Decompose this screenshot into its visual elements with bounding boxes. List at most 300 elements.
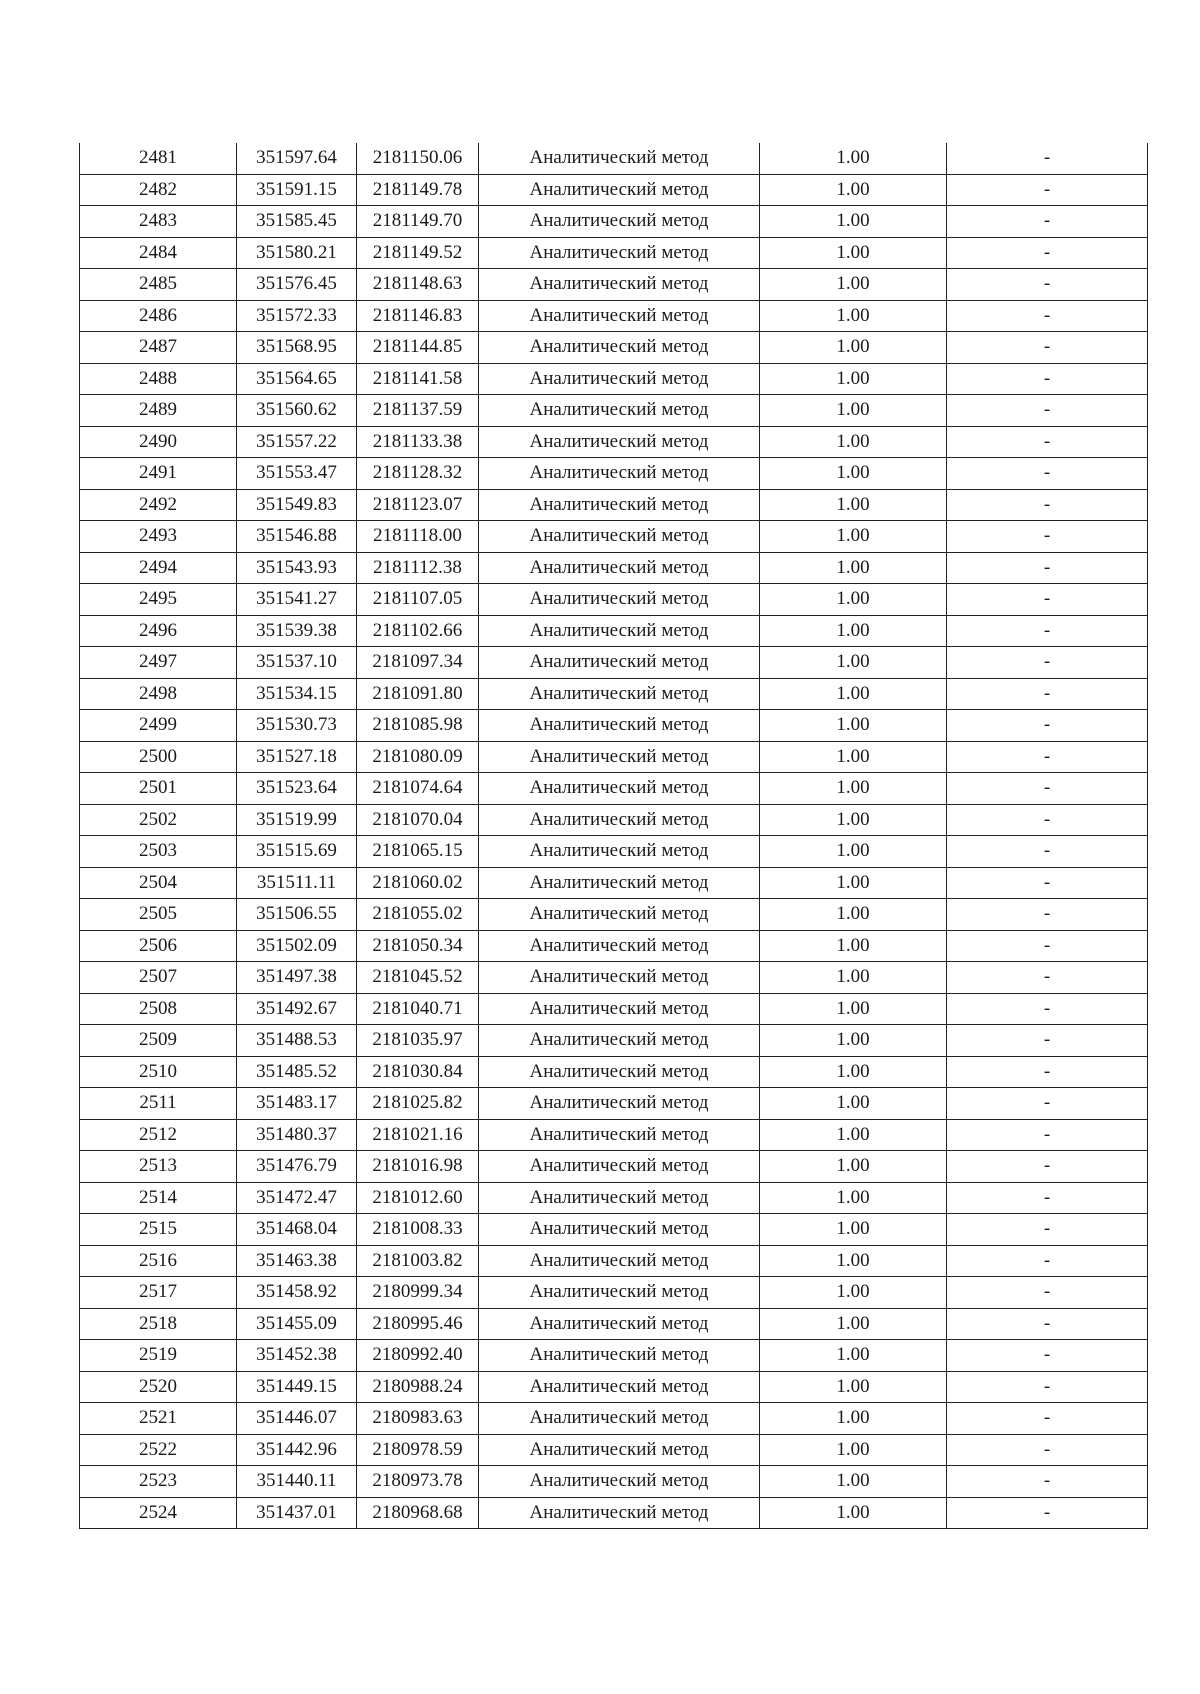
method-cell: Аналитический метод [479,1371,760,1403]
point-number-cell: 2503 [80,836,237,868]
description-cell: - [947,1088,1148,1120]
precision-cell: 1.00 [760,489,947,521]
description-cell: - [947,1403,1148,1435]
description-cell: - [947,710,1148,742]
table-row [80,1277,1148,1309]
precision-cell: 1.00 [760,1245,947,1277]
table-row [80,1497,1148,1529]
x-coordinate-cell: 351449.15 [237,1371,357,1403]
table-row [80,678,1148,710]
table-row [80,962,1148,994]
table-row [80,1056,1148,1088]
method-cell: Аналитический метод [479,1151,760,1183]
method-cell: Аналитический метод [479,300,760,332]
precision-cell: 1.00 [760,867,947,899]
x-coordinate-cell: 351534.15 [237,678,357,710]
point-number-cell: 2489 [80,395,237,427]
method-cell: Аналитический метод [479,521,760,553]
y-coordinate-cell: 2181074.64 [357,773,479,805]
precision-cell: 1.00 [760,332,947,364]
point-number-cell: 2482 [80,174,237,206]
point-number-cell: 2483 [80,206,237,238]
description-cell: - [947,363,1148,395]
y-coordinate-cell: 2181102.66 [357,615,479,647]
x-coordinate-cell: 351541.27 [237,584,357,616]
table-row [80,836,1148,868]
method-cell: Аналитический метод [479,552,760,584]
table-row [80,1308,1148,1340]
point-number-cell: 2523 [80,1466,237,1498]
method-cell: Аналитический метод [479,206,760,238]
table-row [80,332,1148,364]
precision-cell: 1.00 [760,1182,947,1214]
description-cell: - [947,458,1148,490]
precision-cell: 1.00 [760,1434,947,1466]
table-row [80,741,1148,773]
precision-cell: 1.00 [760,1056,947,1088]
method-cell: Аналитический метод [479,1245,760,1277]
point-number-cell: 2513 [80,1151,237,1183]
point-number-cell: 2522 [80,1434,237,1466]
point-number-cell: 2488 [80,363,237,395]
point-number-cell: 2508 [80,993,237,1025]
x-coordinate-cell: 351527.18 [237,741,357,773]
method-cell: Аналитический метод [479,647,760,679]
method-cell: Аналитический метод [479,458,760,490]
y-coordinate-cell: 2181085.98 [357,710,479,742]
method-cell: Аналитический метод [479,836,760,868]
point-number-cell: 2509 [80,1025,237,1057]
y-coordinate-cell: 2181149.70 [357,206,479,238]
coordinates-table [79,143,1148,1529]
description-cell: - [947,269,1148,301]
description-cell: - [947,741,1148,773]
y-coordinate-cell: 2180988.24 [357,1371,479,1403]
point-number-cell: 2505 [80,899,237,931]
x-coordinate-cell: 351440.11 [237,1466,357,1498]
table-row [80,395,1148,427]
method-cell: Аналитический метод [479,1277,760,1309]
method-cell: Аналитический метод [479,1403,760,1435]
y-coordinate-cell: 2181149.52 [357,237,479,269]
x-coordinate-cell: 351539.38 [237,615,357,647]
x-coordinate-cell: 351488.53 [237,1025,357,1057]
y-coordinate-cell: 2181137.59 [357,395,479,427]
y-coordinate-cell: 2181012.60 [357,1182,479,1214]
description-cell: - [947,1371,1148,1403]
description-cell: - [947,552,1148,584]
y-coordinate-cell: 2181035.97 [357,1025,479,1057]
precision-cell: 1.00 [760,1025,947,1057]
table-row [80,1151,1148,1183]
method-cell: Аналитический метод [479,710,760,742]
x-coordinate-cell: 351572.33 [237,300,357,332]
x-coordinate-cell: 351537.10 [237,647,357,679]
precision-cell: 1.00 [760,1371,947,1403]
x-coordinate-cell: 351568.95 [237,332,357,364]
precision-cell: 1.00 [760,300,947,332]
precision-cell: 1.00 [760,363,947,395]
description-cell: - [947,143,1148,174]
precision-cell: 1.00 [760,1088,947,1120]
precision-cell: 1.00 [760,962,947,994]
x-coordinate-cell: 351511.11 [237,867,357,899]
table-row [80,363,1148,395]
precision-cell: 1.00 [760,206,947,238]
point-number-cell: 2497 [80,647,237,679]
table-row [80,647,1148,679]
point-number-cell: 2504 [80,867,237,899]
y-coordinate-cell: 2181016.98 [357,1151,479,1183]
method-cell: Аналитический метод [479,1182,760,1214]
description-cell: - [947,647,1148,679]
point-number-cell: 2484 [80,237,237,269]
precision-cell: 1.00 [760,1308,947,1340]
point-number-cell: 2515 [80,1214,237,1246]
method-cell: Аналитический метод [479,1497,760,1529]
table-row [80,584,1148,616]
description-cell: - [947,1182,1148,1214]
precision-cell: 1.00 [760,930,947,962]
precision-cell: 1.00 [760,521,947,553]
point-number-cell: 2490 [80,426,237,458]
method-cell: Аналитический метод [479,1340,760,1372]
description-cell: - [947,930,1148,962]
y-coordinate-cell: 2181112.38 [357,552,479,584]
table-row [80,1245,1148,1277]
table-row [80,1434,1148,1466]
point-number-cell: 2507 [80,962,237,994]
x-coordinate-cell: 351455.09 [237,1308,357,1340]
point-number-cell: 2512 [80,1119,237,1151]
y-coordinate-cell: 2181008.33 [357,1214,479,1246]
y-coordinate-cell: 2180973.78 [357,1466,479,1498]
y-coordinate-cell: 2181123.07 [357,489,479,521]
table-row [80,1025,1148,1057]
method-cell: Аналитический метод [479,1088,760,1120]
precision-cell: 1.00 [760,1151,947,1183]
point-number-cell: 2494 [80,552,237,584]
x-coordinate-cell: 351480.37 [237,1119,357,1151]
y-coordinate-cell: 2181030.84 [357,1056,479,1088]
method-cell: Аналитический метод [479,395,760,427]
y-coordinate-cell: 2181040.71 [357,993,479,1025]
x-coordinate-cell: 351472.47 [237,1182,357,1214]
y-coordinate-cell: 2181021.16 [357,1119,479,1151]
x-coordinate-cell: 351437.01 [237,1497,357,1529]
method-cell: Аналитический метод [479,993,760,1025]
y-coordinate-cell: 2181045.52 [357,962,479,994]
description-cell: - [947,804,1148,836]
coordinates-table-body [80,143,1148,1529]
point-number-cell: 2485 [80,269,237,301]
table-row [80,1119,1148,1151]
point-number-cell: 2516 [80,1245,237,1277]
x-coordinate-cell: 351485.52 [237,1056,357,1088]
x-coordinate-cell: 351560.62 [237,395,357,427]
method-cell: Аналитический метод [479,962,760,994]
x-coordinate-cell: 351463.38 [237,1245,357,1277]
method-cell: Аналитический метод [479,804,760,836]
x-coordinate-cell: 351497.38 [237,962,357,994]
description-cell: - [947,1245,1148,1277]
precision-cell: 1.00 [760,1466,947,1498]
method-cell: Аналитический метод [479,363,760,395]
x-coordinate-cell: 351502.09 [237,930,357,962]
description-cell: - [947,1056,1148,1088]
precision-cell: 1.00 [760,174,947,206]
precision-cell: 1.00 [760,615,947,647]
x-coordinate-cell: 351564.65 [237,363,357,395]
point-number-cell: 2487 [80,332,237,364]
method-cell: Аналитический метод [479,143,760,174]
precision-cell: 1.00 [760,269,947,301]
description-cell: - [947,206,1148,238]
point-number-cell: 2486 [80,300,237,332]
precision-cell: 1.00 [760,1403,947,1435]
point-number-cell: 2517 [80,1277,237,1309]
table-row [80,1371,1148,1403]
x-coordinate-cell: 351530.73 [237,710,357,742]
description-cell: - [947,489,1148,521]
y-coordinate-cell: 2181146.83 [357,300,479,332]
point-number-cell: 2519 [80,1340,237,1372]
point-number-cell: 2493 [80,521,237,553]
point-number-cell: 2495 [80,584,237,616]
table-row [80,1088,1148,1120]
method-cell: Аналитический метод [479,426,760,458]
x-coordinate-cell: 351483.17 [237,1088,357,1120]
description-cell: - [947,962,1148,994]
table-row [80,1403,1148,1435]
x-coordinate-cell: 351446.07 [237,1403,357,1435]
y-coordinate-cell: 2180978.59 [357,1434,479,1466]
precision-cell: 1.00 [760,678,947,710]
table-row [80,426,1148,458]
precision-cell: 1.00 [760,395,947,427]
table-row [80,773,1148,805]
table-row [80,143,1148,174]
point-number-cell: 2506 [80,930,237,962]
x-coordinate-cell: 351557.22 [237,426,357,458]
y-coordinate-cell: 2181150.06 [357,143,479,174]
table-row [80,458,1148,490]
method-cell: Аналитический метод [479,899,760,931]
table-row [80,552,1148,584]
table-row [80,993,1148,1025]
method-cell: Аналитический метод [479,1214,760,1246]
precision-cell: 1.00 [760,899,947,931]
description-cell: - [947,1466,1148,1498]
y-coordinate-cell: 2181060.02 [357,867,479,899]
y-coordinate-cell: 2181148.63 [357,269,479,301]
table-row [80,269,1148,301]
description-cell: - [947,1214,1148,1246]
description-cell: - [947,615,1148,647]
x-coordinate-cell: 351585.45 [237,206,357,238]
method-cell: Аналитический метод [479,1308,760,1340]
precision-cell: 1.00 [760,741,947,773]
table-row [80,804,1148,836]
y-coordinate-cell: 2181065.15 [357,836,479,868]
point-number-cell: 2499 [80,710,237,742]
description-cell: - [947,993,1148,1025]
y-coordinate-cell: 2181128.32 [357,458,479,490]
point-number-cell: 2510 [80,1056,237,1088]
y-coordinate-cell: 2180992.40 [357,1340,479,1372]
table-row [80,489,1148,521]
y-coordinate-cell: 2181091.80 [357,678,479,710]
precision-cell: 1.00 [760,1497,947,1529]
method-cell: Аналитический метод [479,269,760,301]
method-cell: Аналитический метод [479,237,760,269]
method-cell: Аналитический метод [479,1056,760,1088]
y-coordinate-cell: 2180999.34 [357,1277,479,1309]
precision-cell: 1.00 [760,458,947,490]
description-cell: - [947,1119,1148,1151]
y-coordinate-cell: 2181141.58 [357,363,479,395]
point-number-cell: 2511 [80,1088,237,1120]
point-number-cell: 2498 [80,678,237,710]
table-row [80,174,1148,206]
precision-cell: 1.00 [760,552,947,584]
method-cell: Аналитический метод [479,489,760,521]
table-row [80,206,1148,238]
method-cell: Аналитический метод [479,741,760,773]
point-number-cell: 2500 [80,741,237,773]
description-cell: - [947,1025,1148,1057]
y-coordinate-cell: 2180983.63 [357,1403,479,1435]
precision-cell: 1.00 [760,426,947,458]
y-coordinate-cell: 2181080.09 [357,741,479,773]
description-cell: - [947,584,1148,616]
table-row [80,930,1148,962]
description-cell: - [947,426,1148,458]
precision-cell: 1.00 [760,804,947,836]
y-coordinate-cell: 2181118.00 [357,521,479,553]
precision-cell: 1.00 [760,584,947,616]
point-number-cell: 2521 [80,1403,237,1435]
table-row [80,1340,1148,1372]
point-number-cell: 2492 [80,489,237,521]
description-cell: - [947,174,1148,206]
y-coordinate-cell: 2181070.04 [357,804,479,836]
x-coordinate-cell: 351580.21 [237,237,357,269]
precision-cell: 1.00 [760,773,947,805]
precision-cell: 1.00 [760,1340,947,1372]
x-coordinate-cell: 351576.45 [237,269,357,301]
y-coordinate-cell: 2180995.46 [357,1308,479,1340]
x-coordinate-cell: 351492.67 [237,993,357,1025]
table-row [80,1182,1148,1214]
description-cell: - [947,678,1148,710]
description-cell: - [947,1434,1148,1466]
point-number-cell: 2524 [80,1497,237,1529]
description-cell: - [947,300,1148,332]
method-cell: Аналитический метод [479,1434,760,1466]
method-cell: Аналитический метод [479,1466,760,1498]
table-row [80,521,1148,553]
y-coordinate-cell: 2181144.85 [357,332,479,364]
y-coordinate-cell: 2181107.05 [357,584,479,616]
y-coordinate-cell: 2181133.38 [357,426,479,458]
description-cell: - [947,1340,1148,1372]
y-coordinate-cell: 2181149.78 [357,174,479,206]
description-cell: - [947,395,1148,427]
y-coordinate-cell: 2181025.82 [357,1088,479,1120]
description-cell: - [947,773,1148,805]
y-coordinate-cell: 2181097.34 [357,647,479,679]
method-cell: Аналитический метод [479,174,760,206]
method-cell: Аналитический метод [479,615,760,647]
point-number-cell: 2518 [80,1308,237,1340]
method-cell: Аналитический метод [479,678,760,710]
description-cell: - [947,1151,1148,1183]
table-row [80,300,1148,332]
point-number-cell: 2514 [80,1182,237,1214]
table-row [80,899,1148,931]
method-cell: Аналитический метод [479,584,760,616]
x-coordinate-cell: 351543.93 [237,552,357,584]
precision-cell: 1.00 [760,993,947,1025]
method-cell: Аналитический метод [479,1025,760,1057]
x-coordinate-cell: 351515.69 [237,836,357,868]
x-coordinate-cell: 351519.99 [237,804,357,836]
x-coordinate-cell: 351476.79 [237,1151,357,1183]
x-coordinate-cell: 351458.92 [237,1277,357,1309]
table-row [80,1466,1148,1498]
method-cell: Аналитический метод [479,867,760,899]
precision-cell: 1.00 [760,143,947,174]
description-cell: - [947,521,1148,553]
x-coordinate-cell: 351546.88 [237,521,357,553]
x-coordinate-cell: 351452.38 [237,1340,357,1372]
x-coordinate-cell: 351506.55 [237,899,357,931]
point-number-cell: 2491 [80,458,237,490]
method-cell: Аналитический метод [479,1119,760,1151]
description-cell: - [947,867,1148,899]
description-cell: - [947,237,1148,269]
x-coordinate-cell: 351553.47 [237,458,357,490]
method-cell: Аналитический метод [479,930,760,962]
precision-cell: 1.00 [760,1214,947,1246]
x-coordinate-cell: 351549.83 [237,489,357,521]
table-row [80,1214,1148,1246]
precision-cell: 1.00 [760,1119,947,1151]
description-cell: - [947,1497,1148,1529]
x-coordinate-cell: 351523.64 [237,773,357,805]
y-coordinate-cell: 2181050.34 [357,930,479,962]
precision-cell: 1.00 [760,1277,947,1309]
point-number-cell: 2502 [80,804,237,836]
x-coordinate-cell: 351597.64 [237,143,357,174]
x-coordinate-cell: 351468.04 [237,1214,357,1246]
y-coordinate-cell: 2180968.68 [357,1497,479,1529]
table-row [80,615,1148,647]
method-cell: Аналитический метод [479,773,760,805]
description-cell: - [947,1277,1148,1309]
point-number-cell: 2496 [80,615,237,647]
table-row [80,237,1148,269]
x-coordinate-cell: 351591.15 [237,174,357,206]
y-coordinate-cell: 2181003.82 [357,1245,479,1277]
table-row [80,867,1148,899]
point-number-cell: 2481 [80,143,237,174]
precision-cell: 1.00 [760,647,947,679]
description-cell: - [947,836,1148,868]
table-row [80,710,1148,742]
description-cell: - [947,332,1148,364]
